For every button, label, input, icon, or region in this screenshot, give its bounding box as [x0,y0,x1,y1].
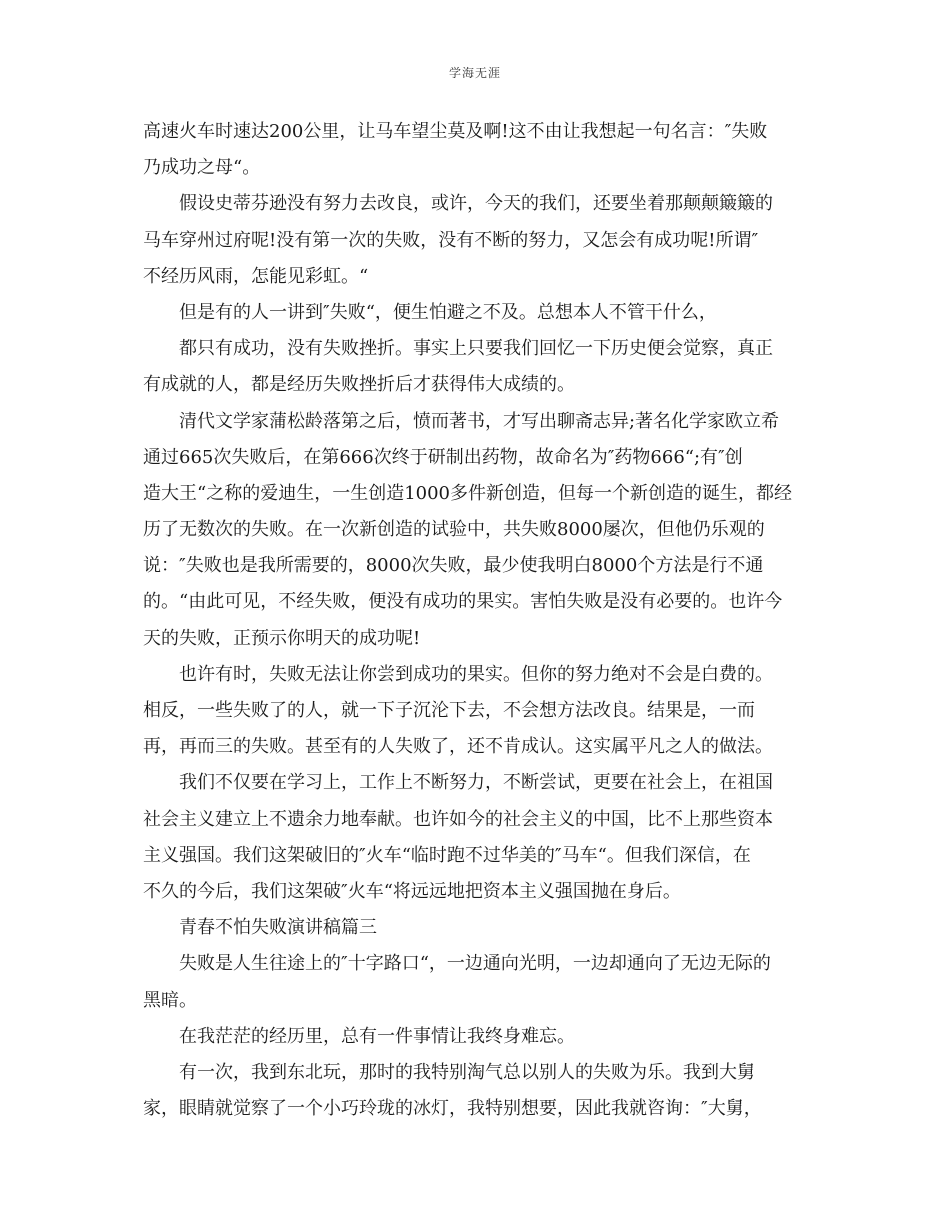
text-line: 清代文学家蒲松龄落第之后，愤而著书，才写出聊斋志异;著名化学家欧立希 [179,410,780,432]
text-line: 天的失败，正预示你明天的成功呢! [143,627,421,649]
text-line: 说：″失败也是我所需要的，8000次失败，最少使我明白8000个方法是行不通 [143,555,764,577]
text-line: 历了无数次的失败。在一次新创造的试验中，共失败8000屡次，但他仍乐观的 [143,519,765,541]
text-line: 都只有成功，没有失败挫折。事实上只要我们回忆一下历史便会觉察，真正 [179,338,773,360]
text-line: 我们不仅要在学习上，工作上不断努力，不断尝试，更要在社会上，在祖国 [179,772,773,794]
text-line: 乃成功之母“。 [143,157,261,179]
document-body [143,114,811,1127]
text-line: 高速火车时速达200公里，让马车望尘莫及啊!这不由让我想起一句名言：″失败 [143,121,768,142]
text-line: 造大王“之称的爱迪生，一生创造1000多件新创造，但每一个新创造的诞生，都经 [143,482,793,504]
text-line: 有一次，我到东北玩，那时的我特别淘气总以别人的失败为乐。我到大舅 [179,1061,755,1083]
text-line: 不经历风雨，怎能见彩虹。“ [143,265,369,287]
text-line: 再，再而三的失败。甚至有的人失败了，还不肯成认。这实属平凡之人的做法。 [143,736,773,758]
text-line: 青春不怕失败演讲稿篇三 [179,917,377,939]
text-line: 不久的今后，我们这架破″火车“将远远地把资本主义强国抛在身后。 [143,880,681,902]
text-line: 家，眼睛就觉察了一个小巧玲珑的冰灯，我特别想要，因此我就咨询：″大舅， [143,1098,762,1120]
text-line: 相反，一些失败了的人，就一下子沉沦下去，不会想方法改良。结果是，一而 [143,700,755,721]
text-line: 但是有的人一讲到″失败“，便生怕避之不及。总想本人不管干什么， [179,301,717,323]
page-header: 学海无涯 [448,66,501,80]
text-line: 黑暗。 [143,989,197,1011]
text-line: 马车穿州过府呢!没有第一次的失败，没有不断的努力，又怎会有成功呢!所谓″ [143,229,759,251]
text-line: 社会主义建立上不遗余力地奉献。也许如今的社会主义的中国，比不上那些资本 [143,808,773,830]
text-line: 有成就的人，都是经历失败挫折后才获得伟大成绩的。 [143,374,575,396]
text-line: 通过665次失败后，在第666次终于研制出药物，故命名为″药物666“;有″创 [143,446,743,468]
text-line: 失败是人生往途上的″十字路口“，一边通向光明，一边却通向了无边无际的 [179,953,771,975]
text-line: 假设史蒂芬逊没有努力去改良，或许，今天的我们，还要坐着那颠颠簸簸的 [179,193,773,215]
text-line: 的。“由此可见，不经失败，便没有成功的果实。害怕失败是没有必要的。也许今 [143,591,783,613]
text-line: 在我茫茫的经历里，总有一件事情让我终身难忘。 [179,1025,575,1047]
text-line: 主义强国。我们这架破旧的″火车“临时跑不过华美的″马车“。但我们深信，在 [143,844,751,866]
text-line: 也许有时，失败无法让你尝到成功的果实。但你的努力绝对不会是白费的。 [179,663,773,685]
